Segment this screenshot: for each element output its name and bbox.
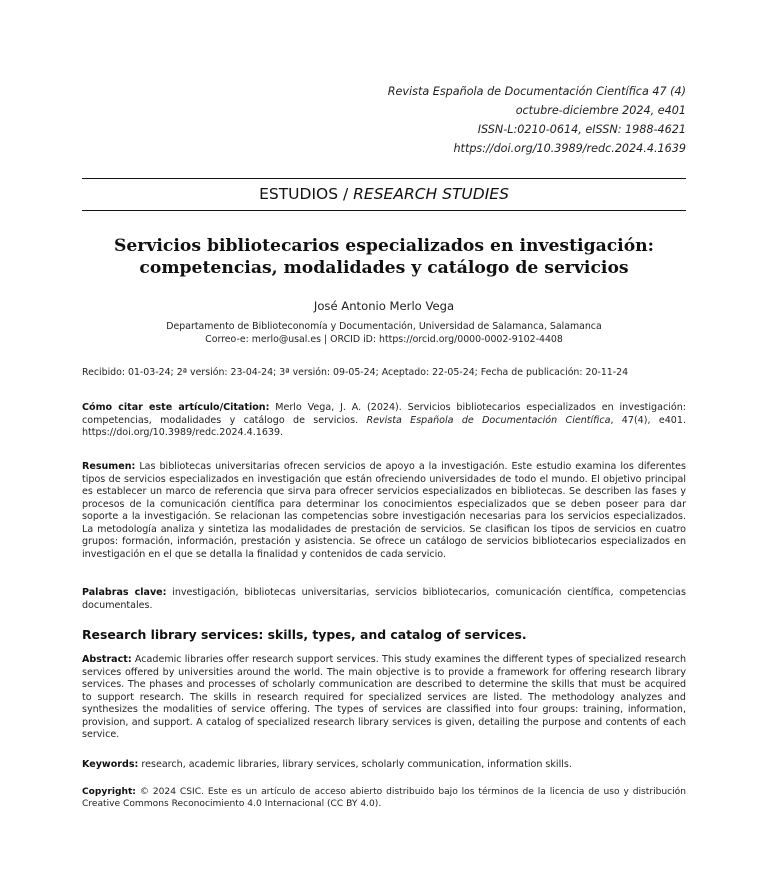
section-label-en: RESEARCH STUDIES <box>353 185 509 203</box>
section-rule-bottom <box>82 210 686 211</box>
affiliation: Departamento de Biblioteconomía y Documentación, Universidad de Salamanca, Salamanca <box>166 321 602 332</box>
citation-reference-link[interactable]: , 47(4), e401. https://doi.org/10.3989/redc.2024.4.1639. <box>82 414 686 438</box>
contact-info: Correo-e: merlo@usal.es | ORCID iD: https://orcid.org/0000-0002-9102-4408 <box>205 333 563 345</box>
author-affiliation-block <box>82 321 686 346</box>
english-title: Research library services: skills, types, and catalog of services. <box>82 627 527 642</box>
palabras-clave-block <box>82 587 686 612</box>
abstract-text: Academic libraries offer research support services. This study examines the different types of specialized research services offered by universities around the world. The main objective is to provide a framework for offering research library services. The phases and processes of scholarly communication are described to determine the skills that must be acquired to support research. The skills in research required for specialized services are listed. The methodology analyzes and synthesizes the modalities of service offering. The types of services are classified into four groups: training, information, provision, and support. A catalog of specialized research library services is given, detailing the purpose and contents of each service. <box>82 654 686 740</box>
section-heading <box>82 185 686 203</box>
journal-header <box>388 82 686 158</box>
resumen-label: Resumen: <box>82 461 136 472</box>
copyright-block <box>82 787 686 810</box>
article-title-line-1: Servicios bibliotecarios especializados en investigación: <box>113 236 655 256</box>
keywords-text: research, academic libraries, library services, scholarly communication, information skills. <box>138 759 572 770</box>
copyright-text: © 2024 CSIC. Este es un artículo de acceso abierto distribuido bajo los términos de la licencia de uso y distribución Creative Commons Reconocimiento 4.0 Internacional (CC BY 4.0). <box>82 787 686 809</box>
resumen-text: Las bibliotecas universitarias ofrecen servicios de apoyo a la investigación. Este estudio examina los diferentes tipos de servicios especializados en investigación que están ofreciendo universidades de todo el mundo. El objetivo principal es establecer un marco de referencia que sirva para ofrecer servicios especializados en bibliotecas. Se describen las fases y procesos de la comunicación científica para determinar los conocimientos especializados que se deben poseer para dar soporte a la investigación. Se relacionan las competencias sobre investigación necesarias para los servicios especializados. La metodología analiza y sintetiza las modalidades de prestación de servicios. Se clasifican los tipos de servicios en cuatro grupos: formación, información, prestación y asistencia. Se ofrece un catálogo de servicios bibliotecarios especializados en investigación en el que se detalla la finalidad y contenidos de cada servicio. <box>82 461 686 560</box>
abstract-label: Abstract: <box>82 654 132 665</box>
section-label-es: ESTUDIOS <box>259 185 339 203</box>
publication-dates: Recibido: 01-03-24; 2ª versión: 23-04-24; 3ª versión: 09-05-24; Aceptado: 22-05-24; Fecha de publicación: 20-11-24 <box>82 367 629 378</box>
citation-text: Merlo Vega, J. A. (2024). Servicios bibliotecarios especializados en investigación: competencias, modalidades y catálogo de servicios. <box>82 402 686 426</box>
journal-doi-link[interactable]: https://doi.org/10.3989/redc.2024.4.1639 <box>453 142 686 155</box>
citation-label: Cómo citar este artículo/Citation: <box>82 402 270 413</box>
journal-issue: octubre-diciembre 2024, e401 <box>515 104 686 117</box>
author-name: José Antonio Merlo Vega <box>313 299 455 313</box>
copyright-label: Copyright: <box>82 787 136 797</box>
palabras-clave-label: Palabras clave: <box>82 587 167 598</box>
palabras-clave-text: investigación, bibliotecas universitarias, servicios bibliotecarios, comunicación científica, competencias documentales. <box>82 587 686 611</box>
citation-journal: Revista Española de Documentación Científica <box>366 414 611 426</box>
keywords-block <box>82 759 686 772</box>
article-title <box>82 235 686 279</box>
resumen-block <box>82 461 686 561</box>
journal-issn: ISSN-L:0210-0614, eISSN: 1988-4621 <box>477 123 686 136</box>
article-title-line-2: competencias, modalidades y catálogo de servicios <box>139 258 629 278</box>
section-separator: / <box>338 185 354 203</box>
keywords-label: Keywords: <box>82 759 139 770</box>
journal-name: Revista Española de Documentación Científica 47 (4) <box>387 85 686 98</box>
abstract-block <box>82 654 686 742</box>
section-rule-top <box>82 178 686 179</box>
citation-block <box>82 402 686 440</box>
